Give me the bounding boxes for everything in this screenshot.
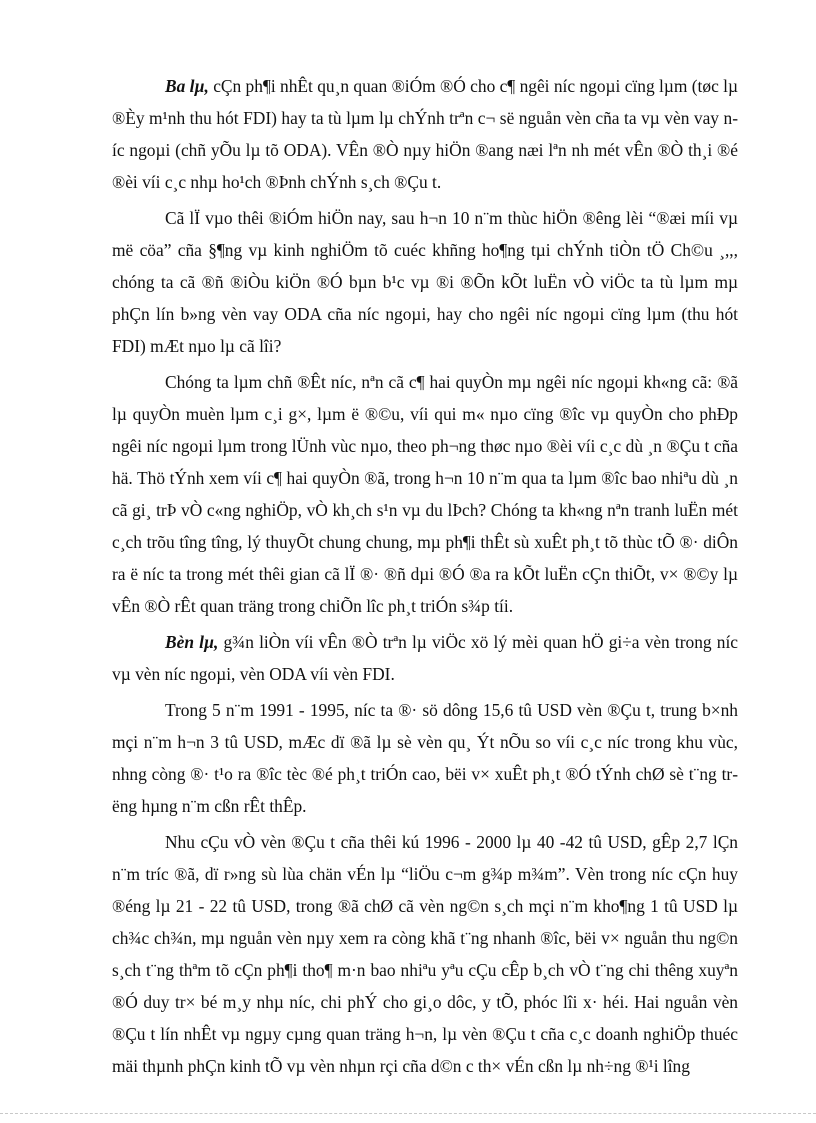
paragraph-text: Trong 5 n¨m 1991 - 1995, níc ta ®· sö dông 15,6 tû USD vèn ®Çu t, trung b×nh mçi n¨m h¬n 3 tû USD, mÆc dï ®ã lµ sè vèn qu¸ Ýt nÕu so víi c¸c níc trong khu vùc, nhng còng ®· t¹o ra ®îc tèc ®é ph¸t triÓn cao, bëi v× xuÊt ph¸t ®Ó tÝnh chØ sè t¨ng trëng hµng n¨m cßn rÊt thÊp. (112, 700, 738, 816)
paragraph-lead: Ba lµ, (165, 76, 209, 96)
paragraph-6 (112, 826, 738, 1082)
paragraph-1 (112, 70, 738, 198)
document-body (112, 70, 738, 1086)
paragraph-lead: Bèn lµ, (165, 632, 219, 652)
paragraph-3 (112, 366, 738, 622)
paragraph-text: Nhu cÇu vÒ vèn ®Çu t cña thêi kú 1996 - 2000 lµ 40 -42 tû USD, gÊp 2,7 lÇn n¨m tríc ®ã, dï r»ng sù lùa chän vÉn lµ “liÖu c¬m g¾p m¾m”. Vèn trong níc cÇn huy ®éng lµ 21 - 22 tû USD, trong ®ã chØ cã vèn ng©n s¸ch mçi n¨m kho¶ng 1 tû USD lµ ch¾c ch¾n, mµ nguån vèn nµy xem ra còng khã t¨ng nhanh ®îc, bëi v× nguån thu ng©n s¸ch t¨ng thªm tõ cÇn ph¶i tho¶ m·n bao nhiªu yªu cÇu cÊp b¸ch vÒ t¨ng chi thêng xuyªn ®Ó duy tr× bé m¸y nhµ níc, chi phÝ cho gi¸o dôc, y tÕ, phóc lîi x· héi. Hai nguån vèn ®Çu t lín nhÊt vµ ngµy cµng quan träng h¬n, lµ vèn ®Çu t cña c¸c doanh nghiÖp thuéc mäi thµnh phÇn kinh tÕ vµ vèn nhµn rçi cña d©n c th× vÉn cßn lµ nh÷ng ®¹i lîng (112, 832, 738, 1076)
page-bottom-divider (0, 1113, 816, 1114)
paragraph-text: Chóng ta lµm chñ ®Êt níc, nªn cã c¶ hai quyÒn mµ ngêi níc ngoµi kh«ng cã: ®ã lµ quyÒn muèn lµm c¸i g×, lµm ë ®©u, víi qui m« nµo cïng ®îc vµ quyÒn cho phÐp ngêi níc ngoµi lµm trong lÜnh vùc nµo, theo ph¬ng thøc nµo ®èi víi c¸c dù ¸n ®Çu t cña hä. Thö tÝnh xem víi c¶ hai quyÒn ®ã, trong h¬n 10 n¨m qua ta lµm ®îc bao nhiªu dù ¸n cã gi¸ trÞ vÒ c«ng nghiÖp, vÒ kh¸ch s¹n vµ du lÞch? Chóng ta kh«ng nªn tranh luËn mét c¸ch trõu tîng tîng, lý thuyÕt chung chung, mµ ph¶i thÊt sù xuÊt ph¸t tõ thùc tÕ ®· diÔn ra ë níc ta trong mét thêi gian cã lÏ ®· ®ñ dµi ®Ó ®a ra kÕt luËn cÇn thiÕt, v× ®©y lµ vÊn ®Ò rÊt quan träng trong chiÕn lîc ph¸t triÓn s¾p tíi. (112, 372, 738, 616)
paragraph-text: cÇn ph¶i nhÊt qu¸n quan ®iÓm ®Ó cho c¶ ngêi níc ngoµi cïng lµm (tøc lµ ®Èy m¹nh thu hót FDI) hay ta tù lµm lµ chÝnh trªn c¬ së nguån vèn cña ta vµ vèn vay níc ngoµi (chñ yÕu lµ tõ ODA). VÊn ®Ò nµy hiÖn ®ang næi lªn nh mét vÊn ®Ò th¸i ®é ®èi víi c¸c nhµ ho¹ch ®Þnh chÝnh s¸ch ®Çu t. (112, 76, 738, 192)
paragraph-text: g¾n liÒn víi vÊn ®Ò trªn lµ viÖc xö lý mèi quan hÖ gi÷a vèn trong níc vµ vèn níc ngoµi, vèn ODA víi vèn FDI. (112, 632, 738, 684)
paragraph-4 (112, 626, 738, 690)
paragraph-2 (112, 202, 738, 362)
paragraph-text: Cã lÏ vµo thêi ®iÓm hiÖn nay, sau h¬n 10 n¨m thùc hiÖn ®êng lèi “®æi míi vµ më cöa” cña §¶ng vµ kinh nghiÖm tõ cuéc khñng ho¶ng tµi chÝnh tiÒn tÖ Ch©u ¸,,, chóng ta cã ®ñ ®iÒu kiÖn ®Ó bµn b¹c vµ ®i ®Õn kÕt luËn vÒ viÖc ta tù lµm mµ phÇn lín b»ng vèn vay ODA cña níc ngoµi, hay cho ngêi níc ngoµi cïng lµm (thu hót FDI) mÆt nµo lµ cã lîi? (112, 208, 738, 356)
paragraph-5 (112, 694, 738, 822)
